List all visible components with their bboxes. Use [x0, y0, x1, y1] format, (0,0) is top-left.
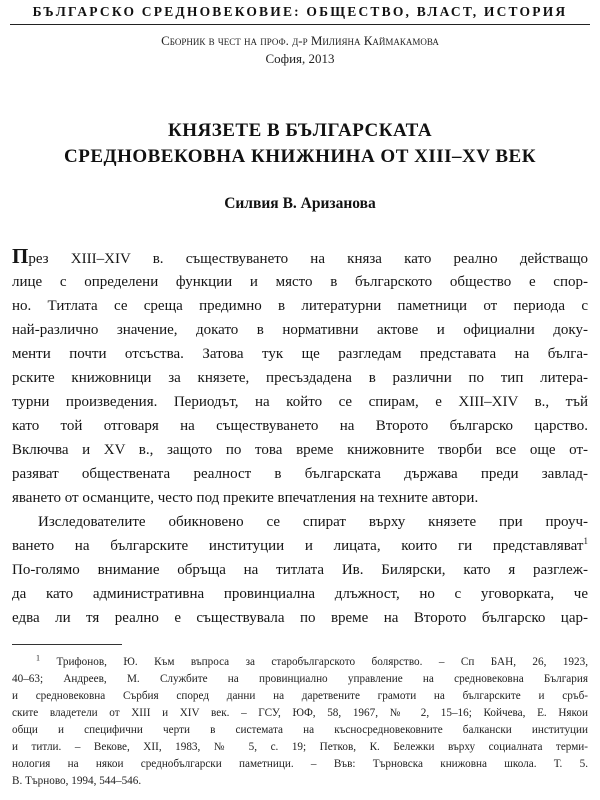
footnote-line: и титли. – Векове, XII, 1983, № 5, с. 19; Петков, К. Бележки върху социалната терми- — [12, 741, 588, 753]
footnote-line: общи и специфични черти в системата на късносредновековните балкански институции — [12, 724, 588, 736]
body-line: рските книжовници за князете, пресъздадена в различни по тип литера- — [12, 370, 588, 386]
body-text — [12, 246, 588, 630]
footnotes — [12, 654, 588, 790]
body-line: турни произведения. Периодът, на който се спирам, е XIII–XIV в., тъй — [12, 394, 588, 410]
footnote-ref[interactable]: 1 — [583, 536, 588, 546]
footnote-line: 40–63; Андреев, М. Службите на провинциално управление на средновековна България — [12, 673, 588, 685]
running-head: БЪЛГАРСКО СРЕДНОВЕКОВИЕ: ОБЩЕСТВО, ВЛАСТ, ИСТОРИЯ — [32, 4, 568, 19]
title-line-2: СРЕДНОВЕКОВНА КНИЖНИНА ОТ XIII–XV ВЕК — [64, 146, 536, 167]
footnote-rule — [12, 644, 122, 645]
footnote-line: нология на някои среднобългарски паметници. – Във: Търновска книжовна школа. Т. 5. — [12, 758, 588, 770]
author-name: Силвия В. Аризанова — [224, 195, 376, 212]
article-title — [0, 118, 600, 170]
body-line: Изследователите обикновено се спират върху князете при проуч- — [38, 514, 588, 530]
body-line: През XIII–XIV в. съществуването на княза като реално действащо — [12, 246, 588, 268]
body-line: Включва и XV в., защото по това време книжовните творби все още от- — [12, 442, 588, 458]
footnote-line: ските владетели от XIII и XIV век. – ГСУ, ЮФ, 58, 1967, № 2, 15–16; Койчева, Е. Някои — [12, 707, 588, 719]
body-line: разяват обществената реалност в българската държава преди завлад- — [12, 466, 588, 482]
body-line: но. Титлата се среща предимно в литературни паметници от периода с — [12, 298, 588, 314]
drop-cap: П — [12, 246, 29, 268]
body-line: едва ли тя реално е съществувала по време на Второто българско цар- — [12, 610, 588, 626]
body-line: най-различно значение, докато в нормативни актове и официални доку- — [12, 322, 588, 338]
body-line: да като административна провинциална длъжност, но с уговорката, че — [12, 586, 588, 602]
footnote-number: 1 — [36, 654, 40, 663]
body-line: По-голямо внимание обръща на титлата Ив. Билярски, като я разглеж- — [12, 562, 588, 578]
collection-line: Сборник в чест на проф. д-р Милияна Каймакамова — [161, 33, 439, 48]
body-line: яването от османците, често под преките впечатления на техните автори. — [12, 490, 479, 506]
body-line: ването на българските институции и лицата, които ги представляват$^1$ — [12, 536, 588, 554]
body-line: менти почти отсъства. Затова тук ще разгледам представата на бълга- — [12, 346, 588, 362]
body-line: като той отговаря на съществуването на Второто българско царство. — [12, 418, 588, 434]
place-year: София, 2013 — [265, 51, 335, 66]
body-line: лице с определени функции и място в българското общество е спор- — [12, 274, 588, 290]
header-rule — [10, 24, 590, 25]
footnote-line: и средновековна Сърбия според данни на даретвените грамоти на българските и сръб- — [12, 690, 588, 702]
title-line-1: КНЯЗЕТЕ В БЪЛГАРСКАТА — [167, 120, 433, 141]
footnote-line: $^1$ Трифонов, Ю. Към въпроса за старобългарското болярство. – Сп БАН, 26, 1923, — [36, 654, 588, 668]
footnote-line: В. Търново, 1994, 544–546. — [12, 775, 142, 787]
